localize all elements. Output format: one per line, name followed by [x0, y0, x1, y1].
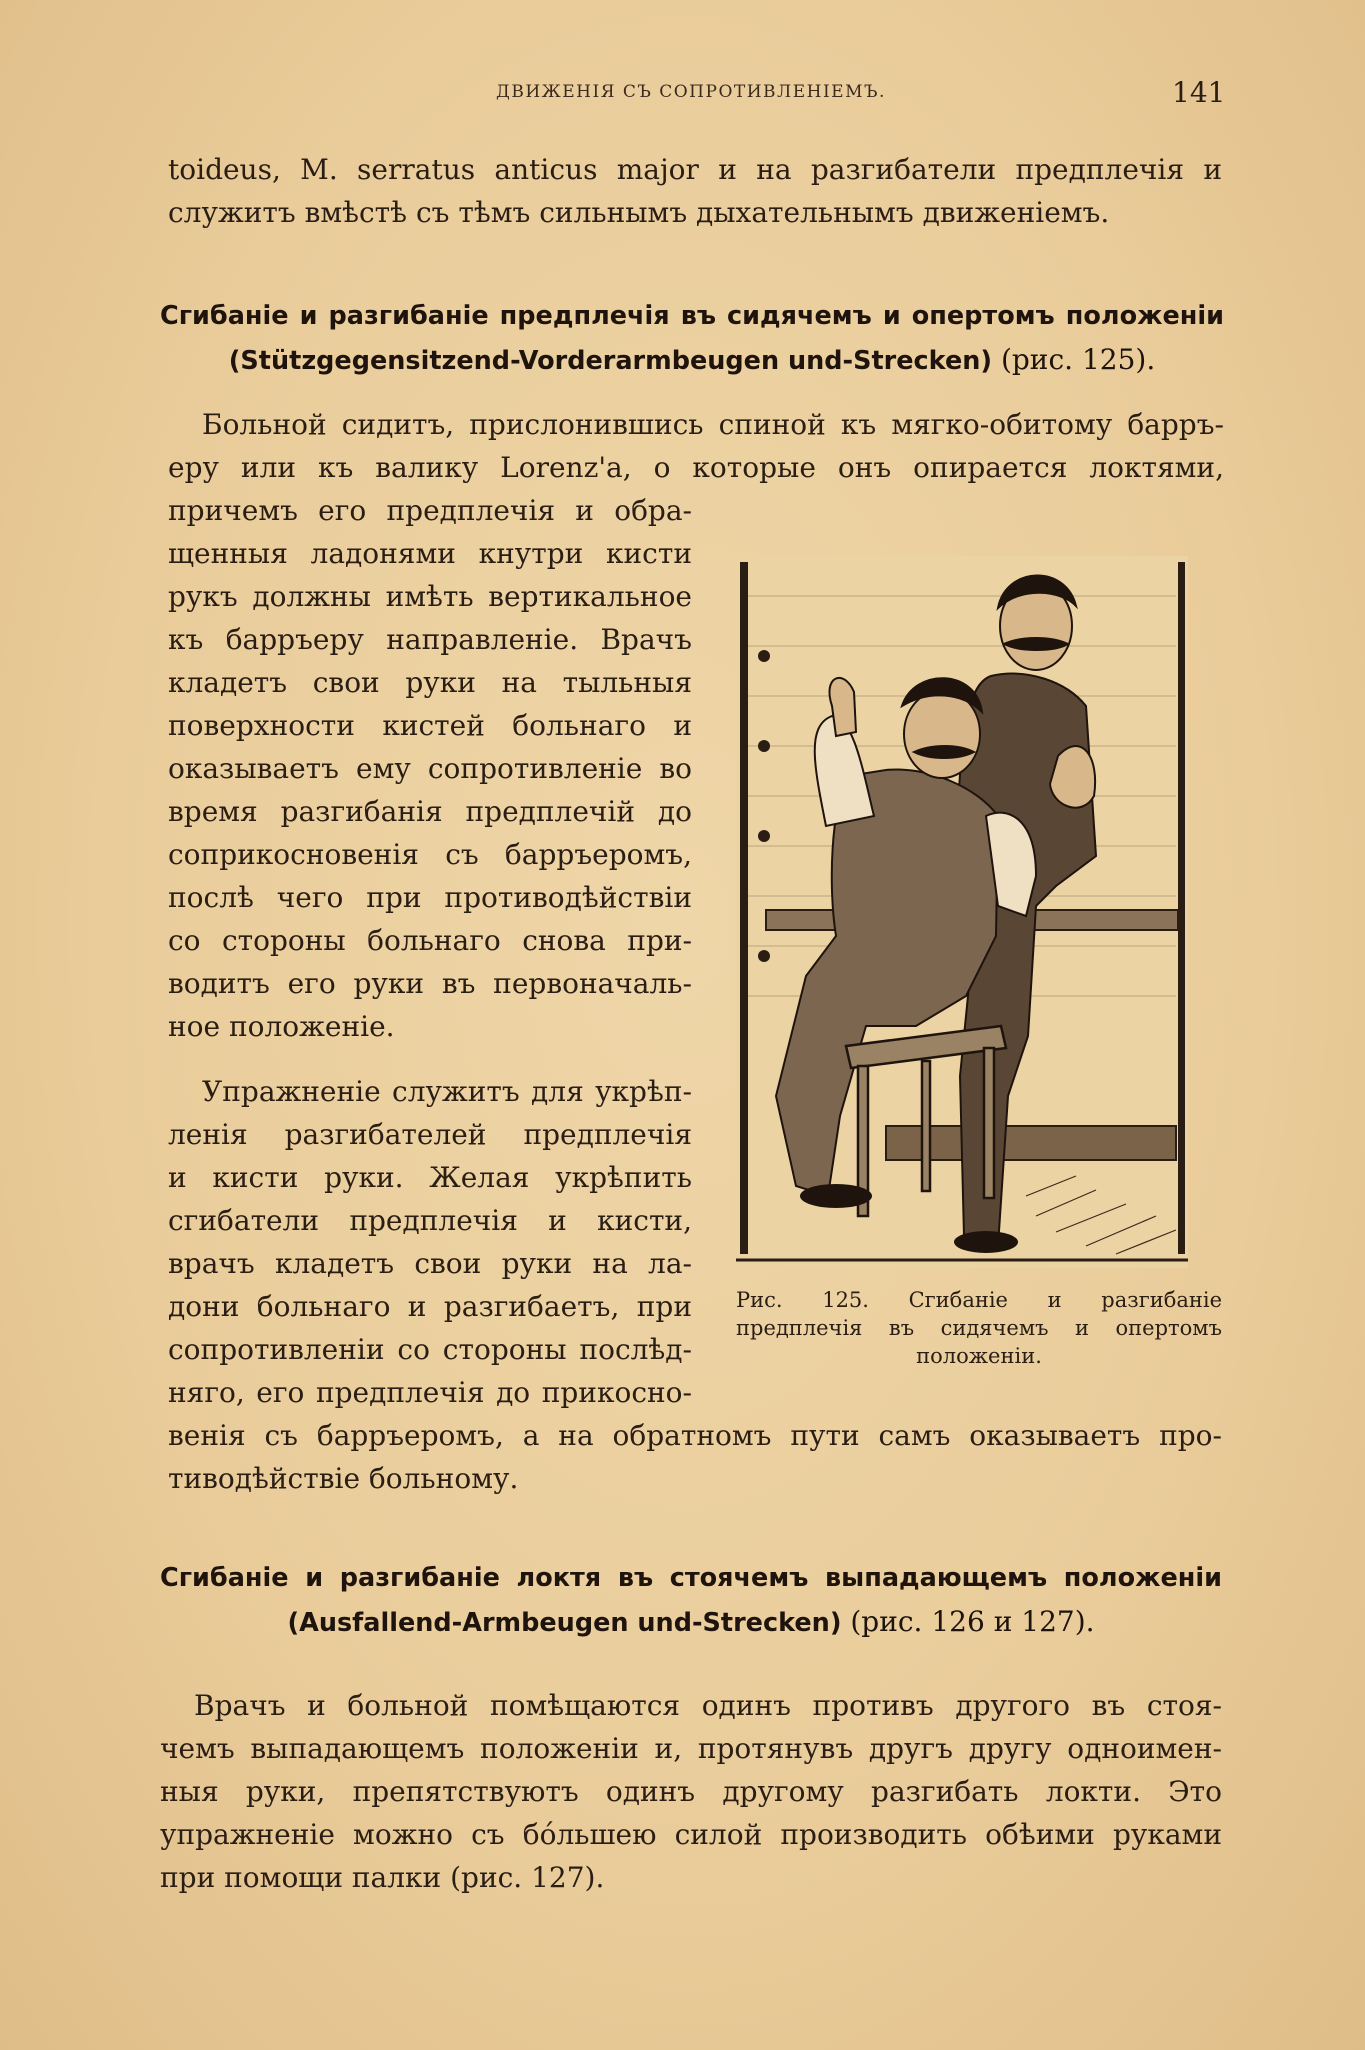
figure-reference: (рис. 125). [1000, 343, 1156, 376]
text-line: служитъ вмѣстѣ съ тѣмъ сильнымъ дыхательнымъ движеніемъ. [168, 196, 1110, 229]
text-line: венія съ барръеромъ, а на обратномъ пути самъ оказываетъ про- [168, 1419, 1222, 1452]
text-line: Упражненіе служитъ для укрѣп- [202, 1075, 692, 1108]
figure-caption [736, 1286, 1222, 1370]
running-head: ДВИЖЕНІЯ СЪ СОПРОТИВЛЕНІЕМЪ. [496, 82, 886, 102]
caption-line: положеніи. [916, 1344, 1042, 1368]
text-line: причемъ его предплечія и обра- [168, 494, 692, 527]
text-line: послѣ чего при противодѣйствіи [168, 881, 692, 914]
figure-125-engraving [736, 556, 1188, 1268]
text-line: toideus, M. serratus anticus major и на разгибатели предплечія и [168, 153, 1222, 186]
heading-german-title: (Stützgegensitzend-Vorderarmbeugen und-Strecken) [228, 346, 993, 376]
caption-line: предплечія въ сидячемъ и опертомъ [736, 1316, 1222, 1340]
text-line: соприкосновенія съ барръеромъ, [168, 838, 692, 871]
figure-reference: (рис. 126 и 127). [850, 1605, 1095, 1638]
text-line: няго, его предплечія до прикосно- [168, 1376, 692, 1409]
text-line: чемъ выпадающемъ положеніи и, протянувъ другъ другу одноимен- [160, 1732, 1222, 1765]
text-line: ное положеніе. [168, 1010, 395, 1043]
text-line: сопротивленіи со стороны послѣд- [168, 1333, 692, 1366]
text-line: къ барръеру направленіе. Врачъ [168, 623, 692, 656]
text-line: Врачъ и больной помѣщаются одинъ противъ другого въ стоя- [194, 1689, 1222, 1722]
text-line: рукъ должны имѣть вертикальное [168, 580, 692, 613]
section-heading-line: Сгибаніе и разгибаніе предплечія въ сидячемъ и опертомъ положеніи [160, 301, 1224, 331]
text-line: кладетъ свои руки на тыльныя [168, 666, 692, 699]
heading-german-title: (Ausfallend-Armbeugen und-Strecken) [287, 1608, 842, 1638]
text-line: оказываетъ ему сопротивленіе во [168, 752, 692, 785]
text-line: время разгибанія предплечій до [168, 795, 692, 828]
text-line: тиводѣйствіе больному. [168, 1462, 519, 1495]
text-line: врачъ кладетъ свои руки на ла- [168, 1247, 692, 1280]
section-heading-line [160, 1600, 1222, 1645]
text-line: ленія разгибателей предплечія [168, 1118, 692, 1151]
text-line: и кисти руки. Желая укрѣпить [168, 1161, 692, 1194]
section-heading-line: Сгибаніе и разгибаніе локтя въ стоячемъ выпадающемъ положеніи [160, 1563, 1222, 1593]
text-line: поверхности кистей больнаго и [168, 709, 692, 742]
text-line: еру или къ валику Lorenz'a, о которые онъ опирается локтями, [168, 451, 1224, 484]
text-line: со стороны больнаго снова при- [168, 924, 692, 957]
text-line: при помощи палки (рис. 127). [160, 1861, 605, 1894]
text-line: водитъ его руки въ первоначаль- [168, 967, 692, 1000]
text-line: ныя руки, препятствуютъ одинъ другому разгибать локти. Это [160, 1775, 1222, 1808]
text-line: дони больнаго и разгибаетъ, при [168, 1290, 692, 1323]
text-line: упражненіе можно съ бо́льшею силой производить обѣими руками [160, 1818, 1222, 1851]
text-line: сгибатели предплечія и кисти, [168, 1204, 692, 1237]
page-number: 141 [1172, 76, 1226, 109]
text-line: щенныя ладонями кнутри кисти [168, 537, 692, 570]
text-line: Больной сидитъ, прислонившись спиной къ мягко-обитому барръ- [202, 408, 1224, 441]
section-heading-line [160, 338, 1224, 383]
caption-line: Рис. 125. Сгибаніе и разгибаніе [736, 1288, 1222, 1312]
